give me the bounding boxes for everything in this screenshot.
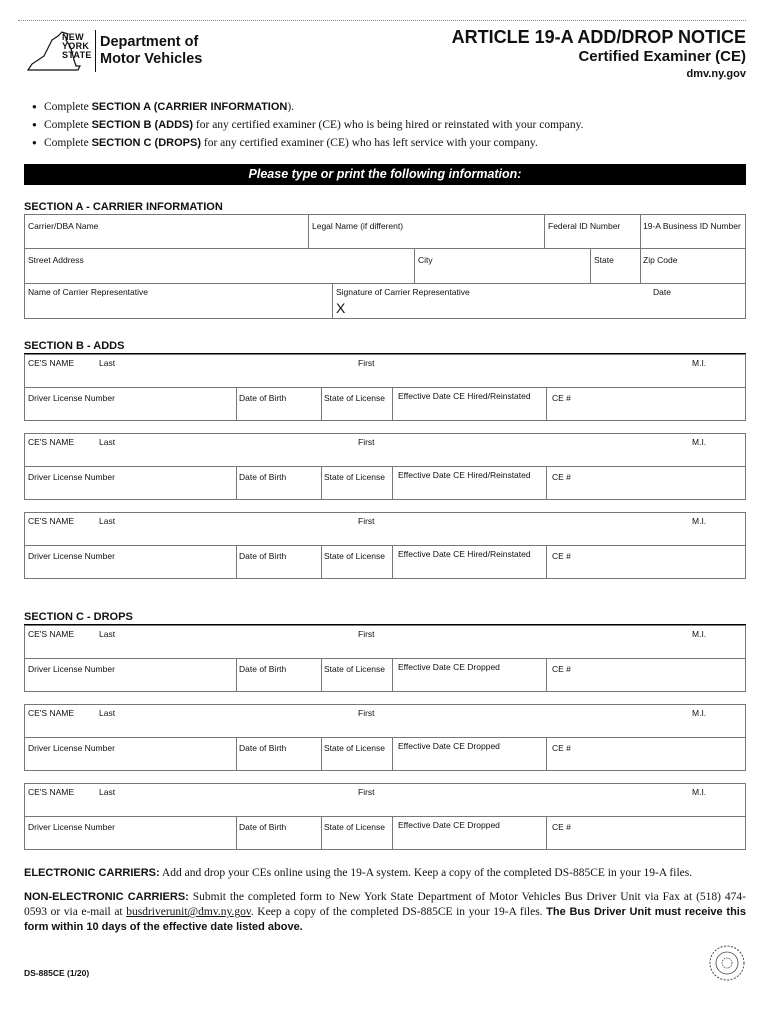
row-divider [24,466,746,467]
effective-date-field[interactable]: Effective Date CE Hired/Reinstated [398,391,531,401]
ce-number-field[interactable]: CE # [552,393,571,403]
column-divider [236,816,237,850]
section-b-heading: SECTION B - ADDS [24,340,746,354]
nys-logo-text [62,33,92,60]
form-subtitle: Certified Examiner (CE) [578,48,746,65]
instruction-text: Complete [44,137,92,149]
ces-name-label: CE'S NAME [28,358,75,368]
signature-x-mark: X [336,300,346,316]
non-electronic-carriers-note [24,890,746,935]
non-electronic-text-1: Submit the completed form to New York State Department of Motor Vehicles Bus Driver Unit via Fax at (518) 474-0593 or via e-mail at [24,891,746,918]
section-c-heading: SECTION C - DROPS [24,611,746,625]
column-divider [321,387,322,421]
column-divider [321,737,322,771]
department-name [100,34,202,68]
ce-number-field[interactable]: CE # [552,664,571,674]
column-divider [321,545,322,579]
column-divider [321,658,322,692]
first-name-field[interactable]: First [358,437,375,447]
instruction-text: for any certified examiner (CE) who has left service with your company. [201,137,538,149]
row-divider [24,545,746,546]
column-divider [546,737,547,771]
last-name-field[interactable]: Last [99,437,116,447]
instruction-item [32,98,584,116]
last-name-field[interactable]: Last [99,629,116,639]
instruction-bold: SECTION A (CARRIER INFORMATION [91,101,288,113]
column-divider [321,466,322,500]
date-field[interactable]: Date [653,287,671,297]
street-address-field[interactable]: Street Address [28,255,84,265]
date-of-birth-field[interactable]: Date of Birth [239,472,287,482]
row-divider [24,816,746,817]
first-name-field[interactable]: First [358,516,375,526]
form-title-block [452,26,746,82]
federal-id-field[interactable]: Federal ID Number [548,221,621,231]
row-divider [24,658,746,659]
ces-name-label: CE'S NAME [28,708,75,718]
ces-name-label: CE'S NAME [28,629,75,639]
driver-license-number-field[interactable]: Driver License Number [28,664,115,674]
ce-number-field[interactable]: CE # [552,551,571,561]
last-name-field[interactable]: Last [99,358,116,368]
city-field[interactable]: City [418,255,433,265]
column-divider [546,658,547,692]
ces-name-label: CE'S NAME [28,437,75,447]
effective-date-field[interactable]: Effective Date CE Dropped [398,741,500,751]
row-divider [24,737,746,738]
middle-initial-field[interactable]: M.I. [692,629,707,639]
date-of-birth-field[interactable]: Date of Birth [239,743,287,753]
instruction-banner: Please type or print the following information: [24,164,746,185]
column-divider [236,387,237,421]
effective-date-field[interactable]: Effective Date CE Dropped [398,662,500,672]
state-of-license-field[interactable]: State of License [324,664,385,674]
column-divider [236,658,237,692]
business-id-field[interactable]: 19-A Business ID Number [643,221,741,231]
electronic-carriers-note [24,866,746,881]
column-divider [546,387,547,421]
dept-line-1: Department of [100,34,199,50]
ces-name-label: CE'S NAME [28,516,75,526]
state-of-license-field[interactable]: State of License [324,551,385,561]
first-name-field[interactable]: First [358,629,375,639]
column-divider [546,466,547,500]
column-divider [236,737,237,771]
column-divider [392,658,393,692]
driver-license-number-field[interactable]: Driver License Number [28,551,115,561]
logo-line-state: STATE [62,50,92,60]
top-rule [18,20,746,21]
instruction-text: Complete [44,101,92,113]
electronic-text: Add and drop your CEs online using the 19-A system. Keep a copy of the completed DS-885CE in your 19-A files. [159,867,693,879]
last-name-field[interactable]: Last [99,708,116,718]
date-of-birth-field[interactable]: Date of Birth [239,664,287,674]
deadline-notice: The Bus Driver Unit must receive this form within 10 days of the effective date listed above. [24,906,746,933]
carrier-rep-name-field[interactable]: Name of Carrier Representative [28,287,148,297]
driver-license-number-field[interactable]: Driver License Number [28,822,115,832]
logo-divider [95,30,96,72]
driver-license-number-field[interactable]: Driver License Number [28,743,115,753]
instruction-text: ). [287,101,295,113]
last-name-field[interactable]: Last [99,787,116,797]
column-divider [392,387,393,421]
legal-name-field[interactable]: Legal Name (if different) [312,221,404,231]
state-of-license-field[interactable]: State of License [324,472,385,482]
date-of-birth-field[interactable]: Date of Birth [239,822,287,832]
column-divider [392,816,393,850]
logo-line-york: YORK [62,41,90,51]
ce-number-field[interactable]: CE # [552,472,571,482]
middle-initial-field[interactable]: M.I. [692,437,707,447]
middle-initial-field[interactable]: M.I. [692,787,707,797]
effective-date-field[interactable]: Effective Date CE Hired/Reinstated [398,470,531,480]
column-divider [546,816,547,850]
zip-code-field[interactable]: Zip Code [643,255,678,265]
middle-initial-field[interactable]: M.I. [692,708,707,718]
instruction-text: for any certified examiner (CE) who is being hired or reinstated with your company. [193,119,584,131]
section-a-heading: SECTION A - CARRIER INFORMATION [24,201,746,215]
non-electronic-text-2: . Keep a copy of the completed DS-885CE in your 19-A files. [250,906,547,918]
instructions [32,98,584,152]
state-of-license-field[interactable]: State of License [324,822,385,832]
instruction-item [32,134,584,152]
ce-number-field[interactable]: CE # [552,743,571,753]
driver-license-number-field[interactable]: Driver License Number [28,472,115,482]
last-name-field[interactable]: Last [99,516,116,526]
form-number: DS-885CE (1/20) [24,968,90,978]
instruction-text: Complete [44,119,92,131]
column-divider [392,466,393,500]
column-divider [546,545,547,579]
column-divider [236,466,237,500]
middle-initial-field[interactable]: M.I. [692,516,707,526]
column-divider [392,545,393,579]
ces-name-label: CE'S NAME [28,787,75,797]
instruction-item [32,116,584,134]
state-of-license-field[interactable]: State of License [324,393,385,403]
effective-date-field[interactable]: Effective Date CE Dropped [398,820,500,830]
state-of-license-field[interactable]: State of License [324,743,385,753]
instruction-bold: SECTION C (DROPS) [91,137,201,149]
date-of-birth-field[interactable]: Date of Birth [239,393,287,403]
carrier-name-field[interactable]: Carrier/DBA Name [28,221,99,231]
first-name-field[interactable]: First [358,787,375,797]
row-divider [24,387,746,388]
column-divider [321,816,322,850]
instruction-bold: SECTION B (ADDS) [91,119,194,131]
state-field[interactable]: State [594,255,614,265]
non-electronic-label: NON-ELECTRONIC CARRIERS: [24,891,189,903]
electronic-label: ELECTRONIC CARRIERS: [24,867,160,879]
ce-number-field[interactable]: CE # [552,822,571,832]
first-name-field[interactable]: First [358,358,375,368]
dept-line-2: Motor Vehicles [100,51,203,67]
date-of-birth-field[interactable]: Date of Birth [239,551,287,561]
signature-field[interactable]: Signature of Carrier Representative [336,287,470,297]
form-title: ARTICLE 19-A ADD/DROP NOTICE [451,27,746,47]
middle-initial-field[interactable]: M.I. [692,358,707,368]
effective-date-field[interactable]: Effective Date CE Hired/Reinstated [398,549,531,559]
column-divider [236,545,237,579]
website: dmv.ny.gov [686,68,746,80]
driver-license-number-field[interactable]: Driver License Number [28,393,115,403]
email-link[interactable]: busdriverunit@dmv.ny.gov [126,906,251,918]
column-divider [392,737,393,771]
first-name-field[interactable]: First [358,708,375,718]
state-seal-icon [708,944,746,982]
logo-line-new: NEW [62,32,84,42]
